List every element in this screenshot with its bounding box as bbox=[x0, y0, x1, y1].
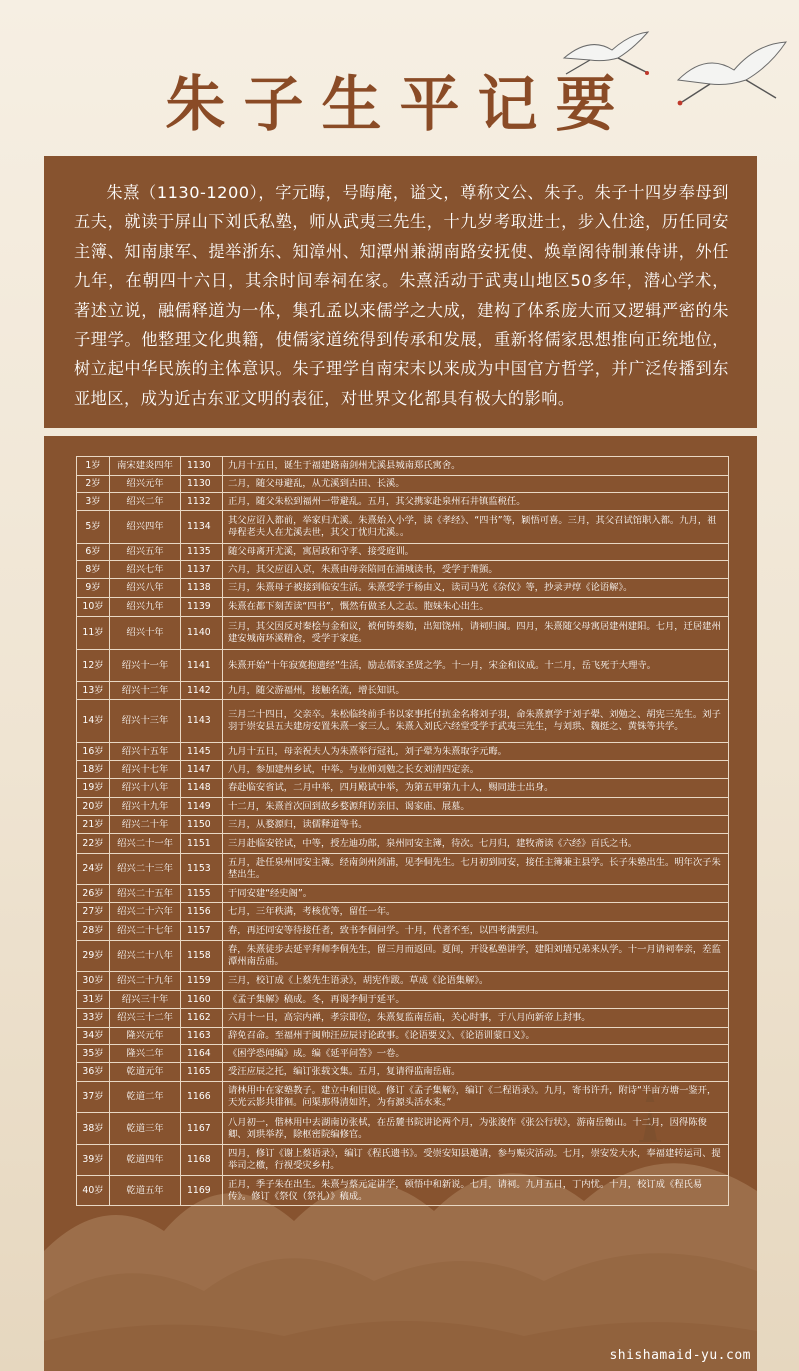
era-cell: 绍兴二十年 bbox=[110, 816, 181, 834]
event-cell: 朱熹在都下刻苦读“四书”，慨然有做圣人之志。胞妹朱心出生。 bbox=[223, 598, 729, 617]
year-cell: 1156 bbox=[181, 903, 223, 922]
era-cell: 绍兴十一年 bbox=[110, 650, 181, 682]
table-row bbox=[77, 1145, 729, 1176]
era-cell: 绍兴三十二年 bbox=[110, 1009, 181, 1028]
age-cell: 1岁 bbox=[77, 457, 110, 476]
timeline-panel bbox=[44, 436, 757, 1371]
table-row bbox=[77, 941, 729, 972]
event-cell: 正月，季子朱在出生。朱熹与蔡元定讲学，顿悟中和新说。七月，请祠。九月五日，丁内忧。十月，校订成《程氏易传》。修订《祭仪（祭礼）》稿成。 bbox=[223, 1176, 729, 1206]
event-cell: 七月，三年秩满，考核优等，留任一年。 bbox=[223, 903, 729, 922]
year-cell: 1164 bbox=[181, 1045, 223, 1063]
era-cell: 绍兴四年 bbox=[110, 511, 181, 544]
event-cell: 其父应诏入都前，举家归尤溪。朱熹始入小学，读《孝经》、“四书”等，颖悟可喜。三月，其父召试馆职入都。九月，祖母程老夫人在尤溪去世，其父丁忧归尤溪。。 bbox=[223, 511, 729, 544]
era-cell: 绍兴二十七年 bbox=[110, 922, 181, 941]
year-cell: 1151 bbox=[181, 834, 223, 854]
event-cell: 朱熹开始“十年寂寞抱遗经”生活，励志儒家圣贤之学。十一月，宋金和议成。十二月，岳飞死于大理寺。 bbox=[223, 650, 729, 682]
event-cell: 九月十五日，诞生于福建路南剑州尤溪县城南郑氏寓舍。 bbox=[223, 457, 729, 476]
age-cell: 34岁 bbox=[77, 1028, 110, 1045]
table-row bbox=[77, 493, 729, 511]
table-row bbox=[77, 798, 729, 816]
table-row bbox=[77, 682, 729, 700]
year-cell: 1158 bbox=[181, 941, 223, 972]
age-cell: 28岁 bbox=[77, 922, 110, 941]
table-row bbox=[77, 544, 729, 561]
era-cell: 绍兴十二年 bbox=[110, 682, 181, 700]
year-cell: 1140 bbox=[181, 617, 223, 650]
era-cell: 绍兴三十年 bbox=[110, 991, 181, 1009]
year-cell: 1155 bbox=[181, 885, 223, 903]
age-cell: 35岁 bbox=[77, 1045, 110, 1063]
era-cell: 绍兴元年 bbox=[110, 476, 181, 493]
year-cell: 1135 bbox=[181, 544, 223, 561]
year-cell: 1149 bbox=[181, 798, 223, 816]
year-cell: 1134 bbox=[181, 511, 223, 544]
event-cell: 于同安建“经史阁”。 bbox=[223, 885, 729, 903]
era-cell: 绍兴九年 bbox=[110, 598, 181, 617]
year-cell: 1157 bbox=[181, 922, 223, 941]
table-row bbox=[77, 1113, 729, 1145]
age-cell: 12岁 bbox=[77, 650, 110, 682]
year-cell: 1141 bbox=[181, 650, 223, 682]
year-cell: 1165 bbox=[181, 1063, 223, 1082]
era-cell: 绍兴十五年 bbox=[110, 743, 181, 761]
table-row bbox=[77, 761, 729, 779]
age-cell: 29岁 bbox=[77, 941, 110, 972]
table-row bbox=[77, 511, 729, 544]
age-cell: 26岁 bbox=[77, 885, 110, 903]
year-cell: 1153 bbox=[181, 854, 223, 885]
age-cell: 36岁 bbox=[77, 1063, 110, 1082]
watermark: shishamaid-yu.com bbox=[609, 1348, 751, 1363]
age-cell: 16岁 bbox=[77, 743, 110, 761]
era-cell: 隆兴元年 bbox=[110, 1028, 181, 1045]
year-cell: 1142 bbox=[181, 682, 223, 700]
age-cell: 13岁 bbox=[77, 682, 110, 700]
year-cell: 1168 bbox=[181, 1145, 223, 1176]
table-row bbox=[77, 598, 729, 617]
year-cell: 1137 bbox=[181, 561, 223, 579]
age-cell: 21岁 bbox=[77, 816, 110, 834]
event-cell: 四月，修订《谢上蔡语录》，编订《程氏遗书》。受崇安知县邀请，参与赈灾活动。七月，崇安发大水，奉福建转运司、提举司之檄，行视受灾乡村。 bbox=[223, 1145, 729, 1176]
page-title: 朱子生平记要 bbox=[165, 70, 634, 140]
year-cell: 1169 bbox=[181, 1176, 223, 1206]
table-row bbox=[77, 700, 729, 743]
table-row bbox=[77, 1176, 729, 1206]
age-cell: 20岁 bbox=[77, 798, 110, 816]
age-cell: 14岁 bbox=[77, 700, 110, 743]
table-row bbox=[77, 1028, 729, 1045]
table-row bbox=[77, 854, 729, 885]
age-cell: 11岁 bbox=[77, 617, 110, 650]
year-cell: 1132 bbox=[181, 493, 223, 511]
year-cell: 1167 bbox=[181, 1113, 223, 1145]
event-cell: 正月，随父朱松到福州一带避乱。五月，其父携家赴泉州石井镇监税任。 bbox=[223, 493, 729, 511]
age-cell: 9岁 bbox=[77, 579, 110, 598]
era-cell: 绍兴二年 bbox=[110, 493, 181, 511]
era-cell: 乾道元年 bbox=[110, 1063, 181, 1082]
era-cell: 绍兴二十八年 bbox=[110, 941, 181, 972]
event-cell: 二月，随父母避乱，从尤溪到古田、长溪。 bbox=[223, 476, 729, 493]
age-cell: 33岁 bbox=[77, 1009, 110, 1028]
event-cell: 六月十一日，高宗内禅，孝宗即位，朱熹复监南岳庙，关心时事，于八月向新帝上封事。 bbox=[223, 1009, 729, 1028]
event-cell: 八月初一，偕林用中去湖南访张栻，在岳麓书院讲论两个月，为张浚作《张公行状》，游南岳衡山。十二月，因得陈俊卿、刘珙举荐，除枢密院编修官。 bbox=[223, 1113, 729, 1145]
year-cell: 1130 bbox=[181, 457, 223, 476]
era-cell: 绍兴十八年 bbox=[110, 779, 181, 798]
table-row bbox=[77, 1045, 729, 1063]
era-cell: 绍兴二十一年 bbox=[110, 834, 181, 854]
year-cell: 1139 bbox=[181, 598, 223, 617]
event-cell: 九月，随父游福州，接触名流，增长知识。 bbox=[223, 682, 729, 700]
age-cell: 5岁 bbox=[77, 511, 110, 544]
table-row bbox=[77, 922, 729, 941]
event-cell: 十二月，朱熹首次回到故乡婺源拜访亲旧、谒家庙、展墓。 bbox=[223, 798, 729, 816]
event-cell: 八月，参加建州乡试，中举。与业师刘勉之长女刘清四定亲。 bbox=[223, 761, 729, 779]
age-cell: 18岁 bbox=[77, 761, 110, 779]
age-cell: 37岁 bbox=[77, 1082, 110, 1113]
table-row bbox=[77, 457, 729, 476]
table-row bbox=[77, 743, 729, 761]
age-cell: 27岁 bbox=[77, 903, 110, 922]
age-cell: 19岁 bbox=[77, 779, 110, 798]
era-cell: 绍兴十年 bbox=[110, 617, 181, 650]
table-row bbox=[77, 561, 729, 579]
age-cell: 22岁 bbox=[77, 834, 110, 854]
age-cell: 24岁 bbox=[77, 854, 110, 885]
era-cell: 绍兴二十五年 bbox=[110, 885, 181, 903]
year-cell: 1163 bbox=[181, 1028, 223, 1045]
table-row bbox=[77, 885, 729, 903]
age-cell: 6岁 bbox=[77, 544, 110, 561]
table-row bbox=[77, 1063, 729, 1082]
event-cell: 春赴临安省试，二月中举，四月殿试中举，为第五甲第九十人，赐同进士出身。 bbox=[223, 779, 729, 798]
era-cell: 南宋建炎四年 bbox=[110, 457, 181, 476]
age-cell: 2岁 bbox=[77, 476, 110, 493]
event-cell: 请林用中在家塾教子。建立中和旧说。修订《孟子集解》，编订《二程语录》。九月，寄书许升，附诗“半亩方塘一鉴开，天光云影共徘徊。问渠那得清如许，为有源头活水来。” bbox=[223, 1082, 729, 1113]
era-cell: 绍兴十九年 bbox=[110, 798, 181, 816]
event-cell: 三月赴临安铨试，中等，授左迪功郎，泉州同安主簿，待次。七月归，建牧斋读《六经》百氏之书。 bbox=[223, 834, 729, 854]
era-cell: 乾道五年 bbox=[110, 1176, 181, 1206]
event-cell: 九月十五日，母亲祝夫人为朱熹举行冠礼，刘子翚为朱熹取字元晦。 bbox=[223, 743, 729, 761]
era-cell: 绍兴二十三年 bbox=[110, 854, 181, 885]
event-cell: 三月二十四日，父亲卒。朱松临终前手书以家事托付抗金名将刘子羽，命朱熹禀学于刘子翚、刘勉之、胡宪三先生。刘子羽于崇安县五夫建房安置朱熹一家三人。朱熹入刘氏六经堂受学于武夷三先生，与刘珙、魏挺之、黄铢等共学。 bbox=[223, 700, 729, 743]
era-cell: 绍兴五年 bbox=[110, 544, 181, 561]
year-cell: 1166 bbox=[181, 1082, 223, 1113]
year-cell: 1138 bbox=[181, 579, 223, 598]
year-cell: 1147 bbox=[181, 761, 223, 779]
year-cell: 1143 bbox=[181, 700, 223, 743]
age-cell: 8岁 bbox=[77, 561, 110, 579]
year-cell: 1160 bbox=[181, 991, 223, 1009]
year-cell: 1159 bbox=[181, 972, 223, 991]
event-cell: 受汪应辰之托，编订张载文集。五月，复请得监南岳庙。 bbox=[223, 1063, 729, 1082]
year-cell: 1148 bbox=[181, 779, 223, 798]
table-row bbox=[77, 816, 729, 834]
table-row bbox=[77, 834, 729, 854]
era-cell: 绍兴七年 bbox=[110, 561, 181, 579]
event-cell: 三月，其父因反对秦桧与金和议，被何铸奏劾，出知饶州，请祠归闽。四月，朱熹随父母寓居建州建阳。七月，迁居建州建安城南环溪精舍，受学于家庭。 bbox=[223, 617, 729, 650]
age-cell: 10岁 bbox=[77, 598, 110, 617]
table-row bbox=[77, 779, 729, 798]
table-row bbox=[77, 650, 729, 682]
table-row bbox=[77, 1009, 729, 1028]
event-cell: 三月，校订成《上蔡先生语录》，胡宪作跋。草成《论语集解》。 bbox=[223, 972, 729, 991]
event-cell: 《孟子集解》稿成。冬，再谒李侗于延平。 bbox=[223, 991, 729, 1009]
era-cell: 乾道二年 bbox=[110, 1082, 181, 1113]
event-cell: 春，朱熹徒步去延平拜师李侗先生，留三月而返回。夏间，开设私塾讲学，建阳刘墙兄弟来从学。十一月请祠奉亲，差监潭州南岳庙。 bbox=[223, 941, 729, 972]
table-row bbox=[77, 972, 729, 991]
table-row bbox=[77, 1082, 729, 1113]
era-cell: 乾道三年 bbox=[110, 1113, 181, 1145]
era-cell: 绍兴十七年 bbox=[110, 761, 181, 779]
event-cell: 辞免召命。至福州于闽帅汪应辰讨论政事。《论语要义》、《论语训蒙口义》。 bbox=[223, 1028, 729, 1045]
age-cell: 39岁 bbox=[77, 1145, 110, 1176]
event-cell: 春，再还同安等待接任者，致书李侗问学。十月，代者不至，以四考满罢归。 bbox=[223, 922, 729, 941]
table-row bbox=[77, 991, 729, 1009]
year-cell: 1145 bbox=[181, 743, 223, 761]
age-cell: 3岁 bbox=[77, 493, 110, 511]
age-cell: 31岁 bbox=[77, 991, 110, 1009]
era-cell: 隆兴二年 bbox=[110, 1045, 181, 1063]
era-cell: 绍兴八年 bbox=[110, 579, 181, 598]
year-cell: 1162 bbox=[181, 1009, 223, 1028]
intro-paragraph: 朱熹（1130-1200），字元晦，号晦庵，谥文，尊称文公、朱子。朱子十四岁奉母到五夫，就读于屏山下刘氏私塾，师从武夷三先生，十九岁考取进士，步入仕途，历任同安主簿、知南康军、提举浙东、知漳州、知潭州兼湖南路安抚使、焕章阁待制兼侍讲，外任九年，在朝四十六日，其余时间奉祠在家。朱熹活动于武夷山地区50多年，潜心学术，著述立说，融儒释道为一体，集孔孟以来儒学之大成，建构了体系庞大而又逻辑严密的朱子理学。他整理文化典籍，使儒家道统得到传承和发展，重新将儒家思想推向正统地位，树立起中华民族的主体意识。朱子理学自南宋末以来成为中国官方哲学，并广泛传播到东亚地区，成为近古东亚文明的表征，对世界文化都具有极大的影响。 bbox=[44, 156, 757, 428]
event-cell: 三月，从婺源归，读儒释道等书。 bbox=[223, 816, 729, 834]
event-cell: 《困学恐闻编》成。编《延平问答》一卷。 bbox=[223, 1045, 729, 1063]
table-row bbox=[77, 903, 729, 922]
era-cell: 绍兴十三年 bbox=[110, 700, 181, 743]
age-cell: 30岁 bbox=[77, 972, 110, 991]
chronology-table bbox=[76, 456, 729, 1206]
age-cell: 40岁 bbox=[77, 1176, 110, 1206]
era-cell: 乾道四年 bbox=[110, 1145, 181, 1176]
table-row bbox=[77, 617, 729, 650]
table-row bbox=[77, 579, 729, 598]
event-cell: 随父母离开尤溪，寓居政和守孝、接受庭训。 bbox=[223, 544, 729, 561]
event-cell: 三月，朱熹母子被接到临安生活。朱熹受学于杨由义，读司马光《杂仪》等，抄录尹焞《论语解》。 bbox=[223, 579, 729, 598]
year-cell: 1130 bbox=[181, 476, 223, 493]
age-cell: 38岁 bbox=[77, 1113, 110, 1145]
era-cell: 绍兴二十六年 bbox=[110, 903, 181, 922]
event-cell: 六月，其父应诏入京，朱熹由母亲陪同在浦城读书，受学于萧顗。 bbox=[223, 561, 729, 579]
year-cell: 1150 bbox=[181, 816, 223, 834]
table-row bbox=[77, 476, 729, 493]
event-cell: 五月，赴任泉州同安主簿。经南剑州剑浦，见李侗先生。七月初到同安，接任主簿兼主县学。长子朱塾出生。明年次子朱埜出生。 bbox=[223, 854, 729, 885]
era-cell: 绍兴二十九年 bbox=[110, 972, 181, 991]
